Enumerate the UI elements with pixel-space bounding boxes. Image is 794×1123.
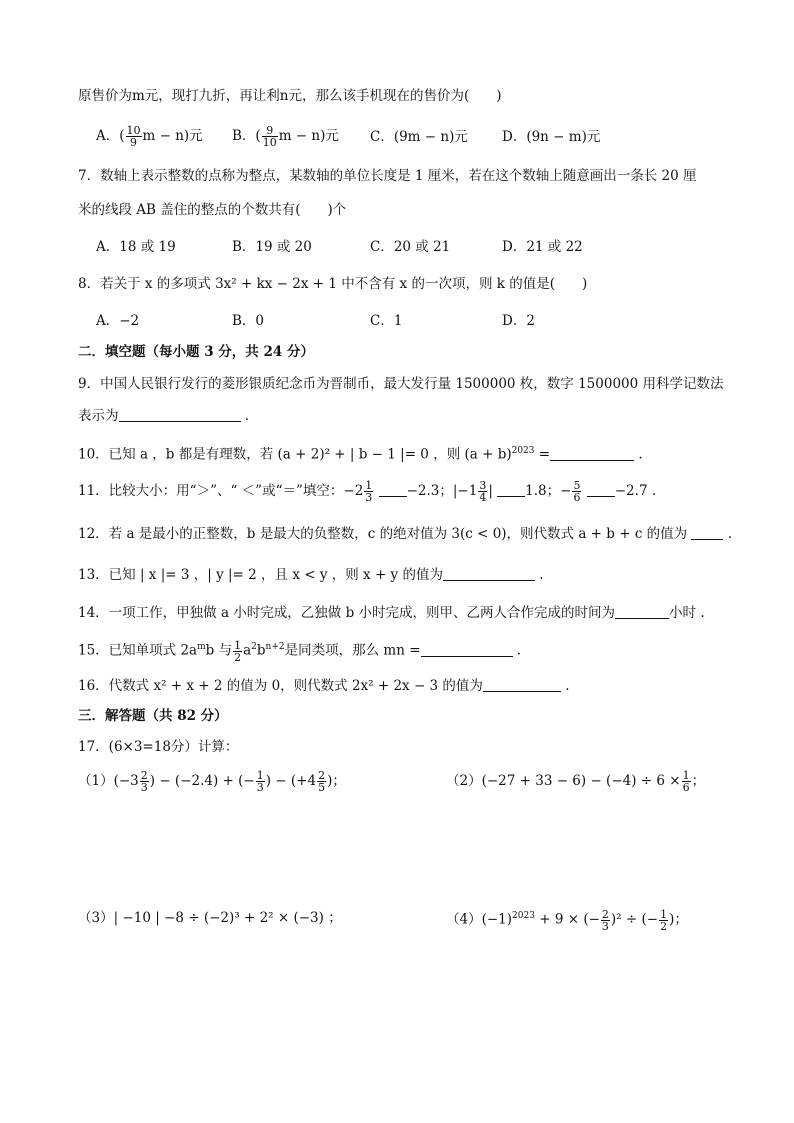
answer-blank[interactable] — [421, 642, 513, 657]
q17-part-4: $(4)(-1)^{2023} + 9$ × (− $\frac{2}{3}$ )² ÷ (− $\frac{1}{2}$ )； — [446, 907, 688, 933]
question-14: 14．一项工作，甲独做 a 小时完成，乙独做 b 小时完成，则甲、乙两人合作完成的时间为 小时 . — [78, 605, 705, 621]
fraction: $\frac{1}{2}$ — [660, 907, 668, 933]
question-9-line-1: 9．中国人民银行发行的菱形银质纪念币为晋制币，最大发行量 1500000 枚，数字 1500000 用科学记数法 — [78, 376, 724, 392]
q6-option-c[interactable]: C．(9m − n)元 — [370, 129, 468, 145]
fraction: $\frac{2}{3}$ — [140, 769, 148, 794]
q6-option-d[interactable]: D．(9n − m)元 — [502, 129, 601, 145]
question-10: 10．已知 a ，b 都是有理数，若 (a + 2)² + | b − 1 |= 0 ，则 $(a + b)^{2023}$ = . — [78, 446, 643, 463]
fraction: $\frac{1}{2}$ — [234, 638, 242, 664]
fraction: $\frac{2}{5}$ — [318, 769, 326, 794]
question-9-line-2: 表示为 . — [78, 408, 250, 424]
answer-blank[interactable] — [550, 446, 634, 461]
fraction: $\frac{2}{3}$ — [601, 907, 609, 933]
q8-option-a[interactable]: A．−2 — [96, 313, 140, 329]
q17-part-2: （2）(−27 + 33 − 6) − (−4) ÷ 6 × $\frac{1}{6}$ ； — [446, 769, 706, 794]
question-7-line-2: 米的线段 AB 盖住的整点的个数共有( )个 — [78, 202, 347, 218]
q8-option-c[interactable]: C．1 — [370, 313, 403, 329]
fraction: $\frac{9}{10}$ — [262, 124, 277, 149]
fraction: $\frac{1}{3}$ — [365, 479, 373, 504]
question-6-stem: 原售价为m元，现打九折，再让利n元，那么该手机现在的售价为( ) — [78, 88, 502, 104]
fraction: $\frac{10}{9}$ — [126, 124, 141, 149]
q6-option-b[interactable]: B．( $\frac{9}{10}$ m − n)元 — [232, 124, 339, 149]
question-11: 11．比较大小：用“＞”、“ ＜”或“＝”填空：−2 $\frac{1}{3}$ −2.3；|−1 $\frac{3}{4}$ | 1.8；− $\frac{5}{6}$ −2.7 . — [78, 479, 657, 504]
fraction: $\frac{3}{4}$ — [479, 479, 487, 504]
q7-option-d[interactable]: D．21 或 22 — [502, 239, 583, 255]
q17-part-1: （1）(−3 $\frac{2}{3}$ ) − (−2.4) + (− $\frac{1}{3}$ ) − (+4 $\frac{2}{5}$ )； — [78, 769, 346, 794]
fraction: $\frac{1}{6}$ — [682, 769, 690, 794]
fraction: $\frac{5}{6}$ — [573, 479, 581, 504]
question-16: 16．代数式 x² + x + 2 的值为 0，则代数式 2x² + 2x − 3 的值为 . — [78, 678, 570, 694]
section-3-heading: 三．解答题（共 82 分） — [78, 708, 228, 724]
question-15: 15．已知单项式 $2a^mb$ 与 $\frac{1}{2}$ $a^2b^{n+2}$是同类项，那么 mn = . — [78, 638, 522, 664]
question-8-stem: 8．若关于 x 的多项式 3x² + kx − 2x + 1 中不含有 x 的一次项，则 k 的值是( ) — [78, 276, 588, 292]
answer-blank[interactable] — [379, 482, 407, 497]
answer-blank[interactable] — [443, 566, 535, 581]
answer-blank[interactable] — [587, 482, 615, 497]
q8-option-b[interactable]: B．0 — [232, 313, 265, 329]
q7-option-b[interactable]: B．19 或 20 — [232, 239, 312, 255]
q7-option-a[interactable]: A．18 或 19 — [96, 239, 176, 255]
answer-blank[interactable] — [119, 407, 241, 422]
q17-part-3: （3）| −10 | −8 ÷ (−2)³ + 2² × (−3) ； — [78, 910, 342, 926]
answer-blank[interactable] — [691, 525, 723, 540]
q6-option-a[interactable]: A．( $\frac{10}{9}$ m − n)元 — [96, 124, 203, 149]
q7-option-c[interactable]: C．20 或 21 — [370, 239, 451, 255]
question-12: 12．若 a 是最小的正整数，b 是最大的负整数，c 的绝对值为 3(c < 0)，则代数式 a + b + c 的值为 . — [78, 526, 733, 542]
answer-blank[interactable] — [483, 677, 561, 692]
question-13: 13．已知 | x |= 3 ，| y |= 2 ，且 x < y ，则 x + y 的值为 . — [78, 567, 544, 583]
question-17-stem: 17．(6×3=18分）计算： — [78, 739, 239, 755]
question-7-line-1: 7．数轴上表示整数的点称为整点，某数轴的单位长度是 1 厘米，若在这个数轴上随意画出一条长 20 厘 — [78, 168, 697, 184]
answer-blank[interactable] — [615, 604, 669, 619]
fraction: $\frac{1}{3}$ — [256, 769, 264, 794]
q8-option-d[interactable]: D．2 — [502, 313, 535, 329]
answer-blank[interactable] — [497, 482, 525, 497]
section-2-heading: 二．填空题（每小题 3 分，共 24 分） — [78, 344, 314, 360]
